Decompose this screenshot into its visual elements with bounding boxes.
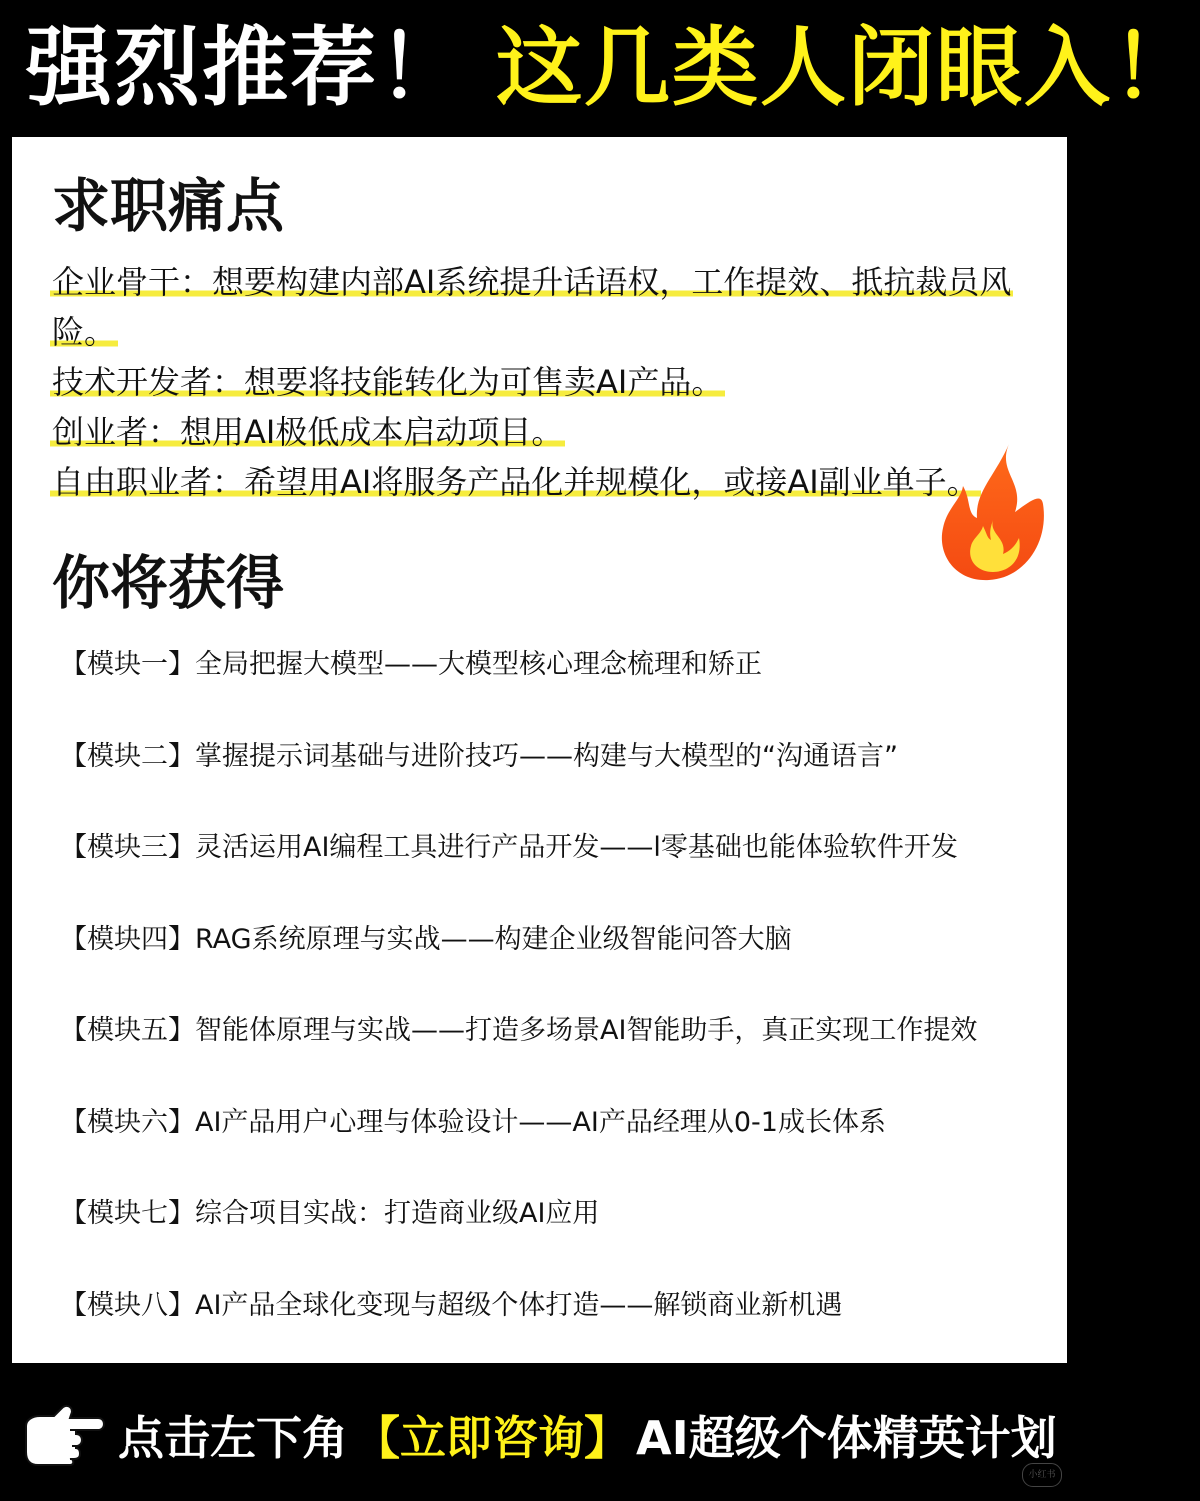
header-banner bbox=[0, 0, 1200, 136]
pain-point-label: 企业骨干： bbox=[52, 263, 213, 301]
pain-point-item bbox=[50, 457, 1040, 507]
gains-title: 你将获得 bbox=[52, 549, 285, 617]
consult-now-link[interactable]: 【立即咨询】 bbox=[354, 1411, 630, 1465]
pain-point-label: 技术开发者： bbox=[52, 363, 245, 401]
pain-point-text: 想用AI极低成本启动项目。 bbox=[180, 413, 564, 451]
header-title-yellow: 这几类人闭眼入！ bbox=[496, 18, 1200, 118]
footer-cta bbox=[0, 1380, 1080, 1490]
header-title-white: 强烈推荐！ bbox=[26, 18, 466, 118]
module-item: 【模块四】RAG系统原理与实战——构建企业级智能问答大脑 bbox=[60, 923, 792, 955]
watermark-logo: 小红书 bbox=[1022, 1463, 1062, 1487]
fire-icon bbox=[937, 442, 1047, 582]
pain-point-label: 创业者： bbox=[52, 413, 181, 451]
module-item: 【模块三】灵活运用AI编程工具进行产品开发——l零基础也能体验软件开发 bbox=[60, 832, 958, 863]
module-item: 【模块八】AI产品全球化变现与超级个体打造——解锁商业新机遇 bbox=[60, 1289, 843, 1321]
module-item: 【模块二】掌握提示词基础与进阶技巧——构建与大模型的“沟通语言” bbox=[60, 740, 898, 772]
pain-point-item bbox=[50, 407, 1040, 457]
module-item: 【模块一】全局把握大模型——大模型核心理念梳理和矫正 bbox=[60, 649, 762, 680]
content-card bbox=[12, 137, 1067, 1363]
module-item: 【模块六】AI产品用户心理与体验设计——AI产品经理从0-1成长体系 bbox=[60, 1106, 886, 1138]
pointing-hand-icon bbox=[22, 1404, 104, 1466]
module-item: 【模块五】智能体原理与实战——打造多场景AI智能助手，真正实现工作提效 bbox=[60, 1015, 978, 1046]
pain-point-text: 想要构建内部AI系统提升话语权，工作提效、抵抗裁员风险。 bbox=[52, 263, 1012, 351]
pain-point-text: 想要将技能转化为可售卖AI产品。 bbox=[244, 363, 724, 401]
pain-points-title: 求职痛点 bbox=[52, 172, 285, 240]
module-list bbox=[60, 645, 1050, 1377]
pain-point-item bbox=[50, 257, 1040, 357]
footer-text-2: AI超级个体精英计划 bbox=[636, 1411, 1057, 1465]
footer-text-1: 点击左下角 bbox=[118, 1411, 348, 1465]
pain-points-list bbox=[50, 257, 1040, 507]
pain-point-item bbox=[50, 357, 1040, 407]
module-item: 【模块七】综合项目实战：打造商业级AI应用 bbox=[60, 1198, 600, 1229]
pain-point-label: 自由职业者： bbox=[52, 463, 245, 501]
pain-point-text: 希望用AI将服务产品化并规模化，或接AI副业单子。 bbox=[244, 463, 979, 501]
